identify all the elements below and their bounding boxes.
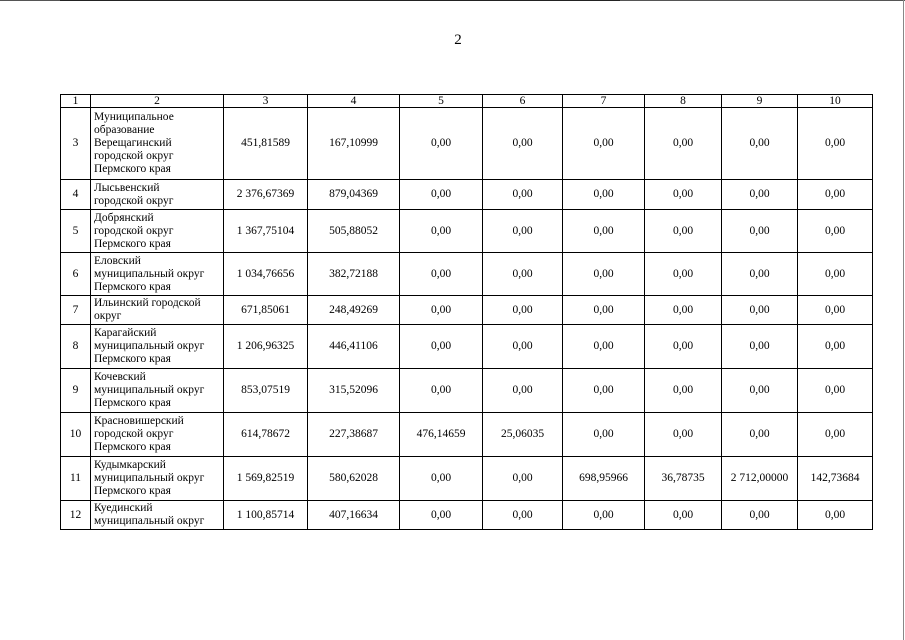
value-cell-col-3: 671,85061: [224, 296, 308, 325]
municipality-name-cell: [91, 210, 224, 253]
row-number-cell: 9: [61, 369, 91, 413]
value-cell-col-8: 0,00: [645, 325, 722, 369]
value-cell-col-3: 614,78672: [224, 413, 308, 457]
value-cell-col-9: 0,00: [722, 210, 798, 253]
municipality-name-line: Пермского края: [94, 163, 171, 175]
value-cell-col-4: 446,41106: [308, 325, 400, 369]
row-number-cell: 3: [61, 108, 91, 180]
municipality-name-line: муниципальный округ: [94, 472, 205, 484]
value-cell-col-6: 0,00: [483, 180, 563, 210]
value-cell-col-4: 382,72188: [308, 253, 400, 296]
value-cell-col-9: 0,00: [722, 253, 798, 296]
value-cell-col-6: 0,00: [483, 296, 563, 325]
value-cell-col-8: 0,00: [645, 210, 722, 253]
value-cell-col-10: 0,00: [798, 210, 873, 253]
value-cell-col-3: 1 367,75104: [224, 210, 308, 253]
column-header-5: 5: [400, 95, 483, 108]
row-number-cell: 4: [61, 180, 91, 210]
value-cell-col-3: 1 206,96325: [224, 325, 308, 369]
municipality-name-line: Верещагинский: [94, 137, 172, 149]
municipality-name-line: Лысьвенский: [94, 181, 160, 194]
page-number: 2: [454, 32, 462, 48]
value-cell-col-3: 1 034,76656: [224, 253, 308, 296]
municipality-name-line: муниципальный округ: [94, 384, 205, 396]
municipality-name-line: Пермского края: [94, 441, 171, 453]
value-cell-col-5: 0,00: [400, 253, 483, 296]
row-number-cell: 11: [61, 457, 91, 501]
column-header-9: 9: [722, 95, 798, 108]
municipality-name-line: муниципальный округ: [94, 267, 205, 280]
municipality-name-line: Пермского края: [94, 237, 171, 250]
value-cell-col-10: 0,00: [798, 180, 873, 210]
column-header-4: 4: [308, 95, 400, 108]
value-cell-col-8: 0,00: [645, 501, 722, 530]
header-row: [61, 95, 873, 108]
municipality-name-cell: [91, 180, 224, 210]
column-header-6: 6: [483, 95, 563, 108]
municipality-name-line: Карагайский: [94, 327, 157, 339]
value-cell-col-4: 315,52096: [308, 369, 400, 413]
value-cell-col-9: 2 712,00000: [722, 457, 798, 501]
table-row: [61, 369, 873, 413]
municipality-name-line: Куединский: [94, 502, 153, 514]
value-cell-col-3: 451,81589: [224, 108, 308, 180]
row-number-cell: 10: [61, 413, 91, 457]
value-cell-col-6: 0,00: [483, 253, 563, 296]
column-header-10: 10: [798, 95, 873, 108]
municipality-name-line: городской округ: [94, 150, 174, 162]
value-cell-col-8: 36,78735: [645, 457, 722, 501]
value-cell-col-9: 0,00: [722, 369, 798, 413]
row-number-cell: 5: [61, 210, 91, 253]
value-cell-col-4: 227,38687: [308, 413, 400, 457]
value-cell-col-7: 0,00: [563, 180, 645, 210]
value-cell-col-3: 853,07519: [224, 369, 308, 413]
municipality-name-line: образование: [94, 124, 155, 136]
value-cell-col-7: 0,00: [563, 501, 645, 530]
value-cell-col-9: 0,00: [722, 413, 798, 457]
table-row: [61, 457, 873, 501]
municipality-name-line: Пермского края: [94, 485, 171, 497]
value-cell-col-8: 0,00: [645, 296, 722, 325]
value-cell-col-6: 0,00: [483, 210, 563, 253]
right-border-line: [903, 0, 904, 640]
value-cell-col-4: 407,16634: [308, 501, 400, 530]
table-row: [61, 180, 873, 210]
municipality-name-line: муниципальный округ: [94, 515, 205, 527]
value-cell-col-10: 0,00: [798, 413, 873, 457]
value-cell-col-5: 0,00: [400, 180, 483, 210]
value-cell-col-7: 0,00: [563, 413, 645, 457]
value-cell-col-3: 1 569,82519: [224, 457, 308, 501]
value-cell-col-4: 167,10999: [308, 108, 400, 180]
value-cell-col-7: 0,00: [563, 210, 645, 253]
value-cell-col-10: 0,00: [798, 296, 873, 325]
value-cell-col-8: 0,00: [645, 413, 722, 457]
value-cell-col-5: 0,00: [400, 369, 483, 413]
value-cell-col-7: 0,00: [563, 296, 645, 325]
table-row: [61, 108, 873, 180]
municipality-name-line: Ильинский городской: [94, 297, 201, 309]
value-cell-col-8: 0,00: [645, 108, 722, 180]
value-cell-col-10: 0,00: [798, 369, 873, 413]
value-cell-col-9: 0,00: [722, 501, 798, 530]
value-cell-col-9: 0,00: [722, 180, 798, 210]
row-number-cell: 8: [61, 325, 91, 369]
value-cell-col-7: 0,00: [563, 369, 645, 413]
table-body: [61, 108, 873, 530]
value-cell-col-10: 0,00: [798, 108, 873, 180]
column-header-2: 2: [91, 95, 224, 108]
municipality-name-line: Еловский: [94, 254, 141, 267]
value-cell-col-3: 1 100,85714: [224, 501, 308, 530]
value-cell-col-6: 0,00: [483, 457, 563, 501]
table-row: [61, 253, 873, 296]
value-cell-col-6: 25,06035: [483, 413, 563, 457]
row-number-cell: 7: [61, 296, 91, 325]
value-cell-col-6: 0,00: [483, 108, 563, 180]
municipality-name-line: Кудымкарский: [94, 459, 166, 471]
column-header-8: 8: [645, 95, 722, 108]
value-cell-col-10: 0,00: [798, 501, 873, 530]
value-cell-col-7: 0,00: [563, 253, 645, 296]
row-number-cell: 6: [61, 253, 91, 296]
value-cell-col-5: 476,14659: [400, 413, 483, 457]
value-cell-col-5: 0,00: [400, 501, 483, 530]
municipality-name-cell: [91, 369, 224, 413]
value-cell-col-5: 0,00: [400, 325, 483, 369]
value-cell-col-5: 0,00: [400, 457, 483, 501]
municipality-name-line: Красновишерский: [94, 415, 184, 427]
municipality-name-line: муниципальный округ: [94, 340, 205, 352]
municipality-name-cell: [91, 413, 224, 457]
column-header-7: 7: [563, 95, 645, 108]
municipality-name-cell: [91, 501, 224, 530]
value-cell-col-10: 142,73684: [798, 457, 873, 501]
value-cell-col-9: 0,00: [722, 296, 798, 325]
table-row: [61, 501, 873, 530]
value-cell-col-8: 0,00: [645, 180, 722, 210]
municipality-name-line: Муниципальное: [94, 111, 174, 123]
municipality-name-line: Пермского края: [94, 280, 171, 293]
table-row: [61, 325, 873, 369]
value-cell-col-8: 0,00: [645, 253, 722, 296]
municipality-name-cell: [91, 296, 224, 325]
value-cell-col-7: 0,00: [563, 325, 645, 369]
value-cell-col-4: 879,04369: [308, 180, 400, 210]
municipality-name-line: Кочевский: [94, 371, 146, 383]
value-cell-col-5: 0,00: [400, 108, 483, 180]
municipality-name-line: городской округ: [94, 194, 174, 207]
top-border-line-dark: [60, 0, 620, 1]
table-row: [61, 210, 873, 253]
value-cell-col-5: 0,00: [400, 210, 483, 253]
table-row: [61, 296, 873, 325]
value-cell-col-7: 698,95966: [563, 457, 645, 501]
value-cell-col-8: 0,00: [645, 369, 722, 413]
value-cell-col-10: 0,00: [798, 253, 873, 296]
municipality-name-cell: [91, 457, 224, 501]
table-row: [61, 413, 873, 457]
value-cell-col-4: 580,62028: [308, 457, 400, 501]
municipality-name-cell: [91, 108, 224, 180]
municipality-name-line: городской округ: [94, 224, 174, 237]
value-cell-col-9: 0,00: [722, 325, 798, 369]
municipality-name-line: округ: [94, 310, 122, 322]
column-header-3: 3: [224, 95, 308, 108]
value-cell-col-6: 0,00: [483, 501, 563, 530]
row-number-cell: 12: [61, 501, 91, 530]
value-cell-col-5: 0,00: [400, 296, 483, 325]
municipality-name-line: Добрянский: [94, 211, 154, 224]
municipality-name-cell: [91, 325, 224, 369]
municipality-name-cell: [91, 253, 224, 296]
municipality-name-line: Пермского края: [94, 353, 171, 365]
column-header-1: 1: [61, 95, 91, 108]
value-cell-col-6: 0,00: [483, 369, 563, 413]
municipality-name-line: городской округ: [94, 428, 174, 440]
value-cell-col-4: 248,49269: [308, 296, 400, 325]
value-cell-col-10: 0,00: [798, 325, 873, 369]
municipality-name-line: Пермского края: [94, 397, 171, 409]
value-cell-col-7: 0,00: [563, 108, 645, 180]
value-cell-col-4: 505,88052: [308, 210, 400, 253]
value-cell-col-3: 2 376,67369: [224, 180, 308, 210]
allocation-table: [60, 94, 873, 530]
value-cell-col-6: 0,00: [483, 325, 563, 369]
value-cell-col-9: 0,00: [722, 108, 798, 180]
